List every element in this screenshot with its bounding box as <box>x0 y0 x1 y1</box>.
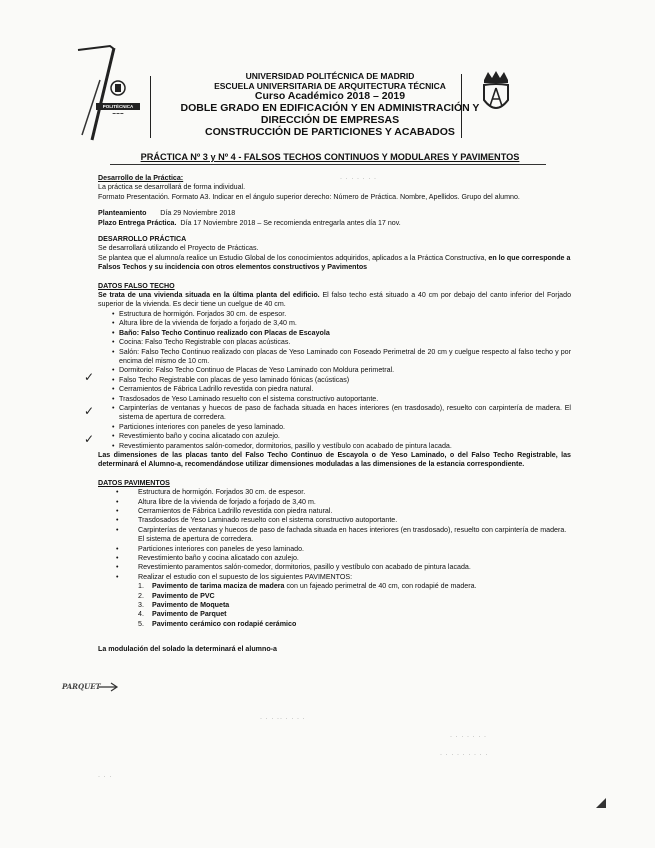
scan-mark: · · · · · · · <box>340 176 377 182</box>
pavement-item: 3. Pavimento de Moqueta <box>138 601 230 610</box>
list-item: • Particiones interiores con paneles de yeso laminado. <box>116 545 571 554</box>
list-item: • Estructura de hormigón. Forjados 30 cm. de espesor. <box>116 488 571 497</box>
approach-line <box>98 209 571 218</box>
floors-list <box>98 488 571 582</box>
list-item: • Cocina: Falso Techo Registrable con placas acústicas. <box>112 338 571 347</box>
list-item: • Revestimiento paramentos salón-comedor, dormitorios, pasillo y vestíbulo con acabado de pintura lacada. <box>116 563 571 572</box>
title-rule <box>110 164 546 165</box>
approach-value: Día 29 Noviembre 2018 <box>160 209 236 218</box>
ceiling-intro: Se trata de una vivienda situada en la última planta del edificio. El falso techo está situado a 40 cm por debajo del canto inferior del Forjado superior de la vivienda. Es decir tiene un cuelgue de 40 cm. <box>98 291 572 309</box>
development-heading: Desarrollo de la Práctica: <box>98 174 184 182</box>
list-item: • Particiones interiores con paneles de yeso laminado. <box>112 423 571 432</box>
deadline-value: Día 17 Noviembre 2018 – Se recomienda entregarla antes día 17 nov. <box>180 218 401 227</box>
pavements-list <box>98 582 571 629</box>
floors-closing: La modulación del solado la determinará el alumno-a <box>98 645 277 654</box>
degree-line-1: DOBLE GRADO EN EDIFICACIÓN Y EN ADMINISTRACIÓN Y <box>180 102 480 115</box>
list-item: • Dormitorio: Falso Techo Continuo de Placas de Yeso Laminado con Moldura perimetral. <box>112 366 571 375</box>
handwritten-check-icon: ✓ <box>84 432 95 446</box>
upm-logo: POLITÉCNICA ▬ ▬ ▬ <box>96 78 140 115</box>
document-body <box>98 174 571 655</box>
school-name: ESCUELA UNIVERSITARIA DE ARQUITECTURA TÉCNICA <box>214 80 446 91</box>
development-line-2: Formato Presentación. Formato A3. Indicar en el ángulo superior derecho: Número de Práctica. Nombre, Apellidos. Grupo del alumno. <box>98 192 520 201</box>
scan-mark: · · · <box>98 774 113 780</box>
pavement-item: 1. Pavimento de tarima maciza de madera con un fajeado perimetral de 40 cm, con rodapié de madera. <box>138 582 477 591</box>
ceiling-closing: Las dimensiones de las placas tanto del Falso Techo Continuo de Escayola o de Yeso Laminado, o del Falso Techo Registrable, las determinará el Alumno-a, recomendándose utilizar dimensiones moduladas a las dimensiones de la estancia correspondiente. <box>98 450 571 469</box>
handwritten-check-icon: ✓ <box>84 370 95 384</box>
list-item: • Altura libre de la vivienda de forjado a forjado de 3,40 m. <box>116 498 571 507</box>
academic-year: Curso Académico 2018 – 2019 <box>254 90 406 103</box>
ceiling-heading: DATOS FALSO TECHO <box>98 281 175 290</box>
handwritten-check-icon: ✓ <box>84 404 95 418</box>
scan-mark: · · · · · · · · · <box>440 752 489 758</box>
deadline-label: Plazo Entrega Práctica. <box>98 218 177 227</box>
margin-arrow-icon <box>98 682 120 692</box>
list-item: • Falso Techo Registrable con placas de yeso laminado fónicas (acústicas) <box>112 376 571 385</box>
list-item: • Salón: Falso Techo Continuo realizado con placas de Yeso Laminado con Foseado Perimetral de 20 cm y cuelgue respecto al falso techo y por encima del mismo de 10 cm. <box>112 348 571 367</box>
list-item: • Altura libre de la vivienda de forjado a forjado de 3,40 m. <box>112 319 571 328</box>
practice-title: PRÁCTICA Nº 3 y Nº 4 - FALSOS TECHOS CONTINUOS Y MODULARES Y PAVIMENTOS <box>140 152 520 162</box>
pavement-item: 4. Pavimento de Parquet <box>138 610 227 619</box>
logo-text: POLITÉCNICA <box>96 103 140 110</box>
list-item: • Revestimiento paramentos salón-comedor, dormitorios, pasillo y vestíbulo con acabado de pintura lacada. <box>112 442 571 451</box>
pavement-item: 5. Pavimento cerámico con rodapié cerámico <box>138 619 297 628</box>
list-item: • Revestimiento baño y cocina alicatado con azulejo. <box>112 432 571 441</box>
degree-line-2: DIRECCIÓN DE EMPRESAS <box>260 113 400 126</box>
practice-dev-line-2: Se plantea que el alumno/a realice un Estudio Global de los conocimientos adquiridos, aplicados a la Práctica Constructiva, en lo que corresponde a Falsos Techos y su incidencia con otros elementos constructivos y Pavimentos <box>98 253 571 272</box>
list-item: • Carpinterías de ventanas y huecos de paso de fachada situada en haces interiores (en trasdosado), resuelto con carpintería de madera. El sistema de apertura de corredera. <box>116 526 571 545</box>
list-item: • Baño: Falso Techo Continuo realizado con Placas de Escayola <box>112 329 571 338</box>
list-item: • Cerramientos de Fábrica Ladrillo revestida con piedra natural. <box>112 385 571 394</box>
crest-icon <box>109 78 127 98</box>
list-item: • Estructura de hormigón. Forjados 30 cm. de espesor. <box>112 310 571 319</box>
scan-mark: · · · ·· · · · · <box>260 716 306 722</box>
header-block <box>150 72 510 139</box>
approach-label: Planteamiento <box>98 209 147 218</box>
university-name: UNIVERSIDAD POLITÉCNICA DE MADRID <box>245 71 415 81</box>
list-item: • Revestimiento baño y cocina alicatado con azulejo. <box>116 554 571 563</box>
school-crest-icon <box>476 70 516 118</box>
list-item: • Cerramientos de Fábrica Ladrillo revestida con piedra natural. <box>116 507 571 516</box>
ceiling-list <box>98 310 571 451</box>
deadline-line <box>98 219 571 228</box>
scan-mark: · · · · · · · <box>450 734 487 740</box>
list-item: • Trasdosados de Yeso Laminado resuelto con el sistema constructivo autoportante. <box>116 516 571 525</box>
floors-heading: DATOS PAVIMENTOS <box>98 478 170 487</box>
practice-dev-line-1: Se desarrollará utilizando el Proyecto de Prácticas. <box>98 244 259 253</box>
practice-dev-heading: DESARROLLO PRÁCTICA <box>98 235 187 244</box>
list-item: • Carpinterías de ventanas y huecos de paso de fachada situada en haces interiores (en trasdosado), resuelto con carpintería de madera. El sistema de apertura de corredera. <box>112 404 571 423</box>
list-item: • Trasdosados de Yeso Laminado resuelto con el sistema constructivo autoportante. <box>112 395 571 404</box>
development-line-1: La práctica se desarrollará de forma individual. <box>98 183 246 192</box>
corner-mark-icon <box>594 796 608 810</box>
subject-name: CONSTRUCCIÓN DE PARTICIONES Y ACABADOS <box>205 125 455 138</box>
pavement-item: 2. Pavimento de PVC <box>138 591 215 600</box>
list-item: • Realizar el estudio con el supuesto de los siguientes PAVIMENTOS: <box>116 573 571 582</box>
margin-note-parquet: PARQUET <box>62 682 101 691</box>
